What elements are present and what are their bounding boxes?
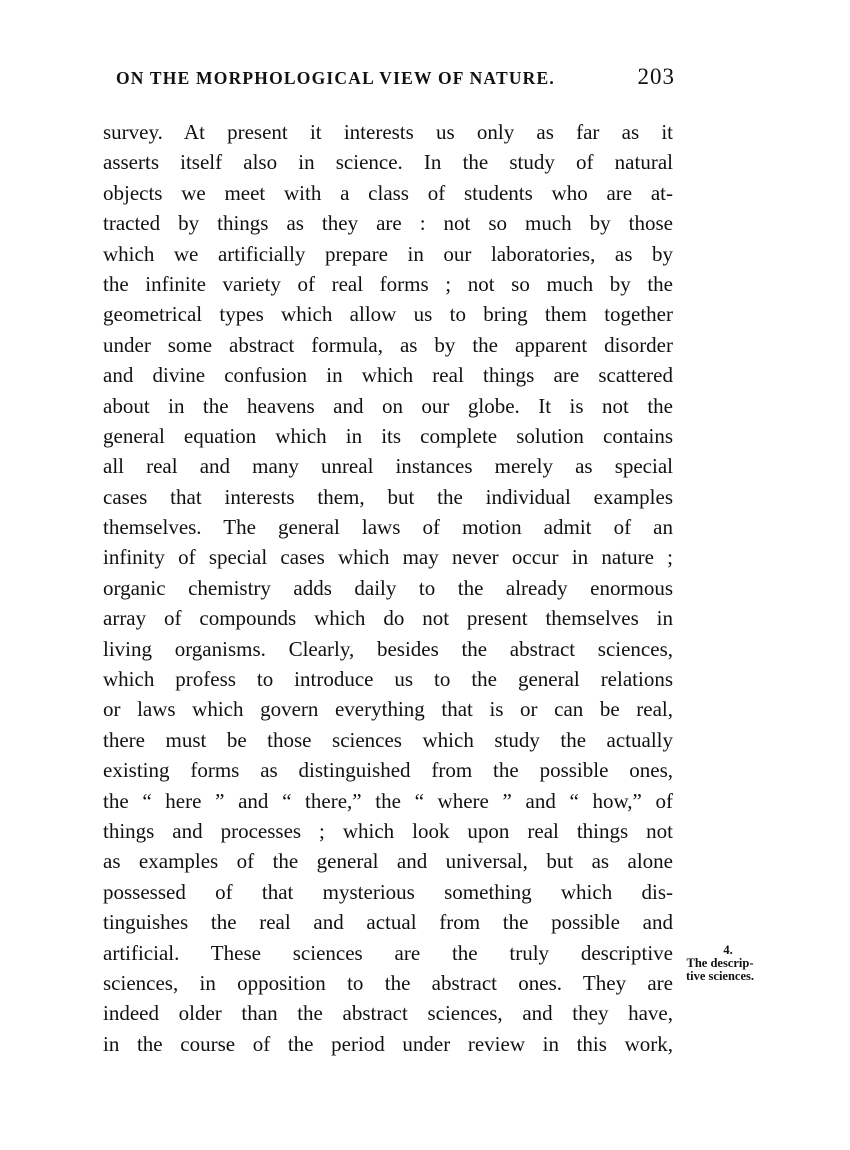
text-line: all real and many unreal instances merely as special	[103, 454, 673, 479]
text-line: cases that interests them, but the individual examples	[103, 484, 673, 509]
text-line: in the course of the period under review in this work,	[103, 1031, 673, 1056]
text-line: survey. At present it interests us only as far as it	[103, 120, 673, 144]
marginal-note-line: tive sciences.	[685, 969, 755, 983]
text-line: and divine confusion in which real things are scattered	[103, 363, 673, 388]
text-line: tracted by things as they are : not so much by those	[103, 211, 673, 236]
text-line: there must be those sciences which study the actually	[103, 727, 673, 752]
text-line: artificial. These sciences are the truly descriptive	[103, 940, 673, 965]
running-head	[110, 64, 675, 94]
text-line: geometrical types which allow us to bring them together	[103, 302, 673, 327]
running-title: ON THE MORPHOLOGICAL VIEW OF NATURE.	[116, 68, 555, 88]
text-line: infinity of special cases which may never occur in nature ;	[103, 545, 673, 570]
text-line: about in the heavens and on our globe. It is not the	[103, 393, 673, 418]
marginal-note-number: 4.	[723, 943, 733, 957]
page-number: 203	[637, 64, 675, 89]
text-line: general equation which in its complete solution contains	[103, 423, 673, 448]
text-line: asserts itself also in science. In the study of natural	[103, 150, 673, 175]
text-line: living organisms. Clearly, besides the abstract sciences,	[103, 636, 673, 661]
text-line: organic chemistry adds daily to the already enormous	[103, 575, 673, 600]
text-line: possessed of that mysterious something which dis-	[103, 879, 673, 904]
text-line: or laws which govern everything that is or can be real,	[103, 697, 673, 722]
text-line: which we artificially prepare in our laboratories, as by	[103, 241, 673, 266]
text-line: existing forms as distinguished from the possible ones,	[103, 758, 673, 783]
text-line: indeed older than the abstract sciences, and they have,	[103, 1001, 673, 1026]
text-line: themselves. The general laws of motion admit of an	[103, 515, 673, 540]
text-line: the infinite variety of real forms ; not so much by the	[103, 271, 673, 296]
text-line: tinguishes the real and actual from the possible and	[103, 910, 673, 935]
text-line: sciences, in opposition to the abstract ones. They are	[103, 970, 673, 995]
text-line: the “ here ” and “ there,” the “ where ” and “ how,” of	[103, 788, 673, 813]
text-line: array of compounds which do not present themselves in	[103, 606, 673, 631]
text-line: objects we meet with a class of students who are at-	[103, 180, 673, 205]
text-line: under some abstract formula, as by the apparent disorder	[103, 332, 673, 357]
text-line: as examples of the general and universal, but as alone	[103, 849, 673, 874]
marginal-note	[674, 944, 766, 983]
marginal-note-line: The descrip-	[686, 956, 754, 970]
body-text	[103, 117, 673, 1059]
text-line: which profess to introduce us to the general relations	[103, 667, 673, 692]
text-line: things and processes ; which look upon real things not	[103, 818, 673, 843]
